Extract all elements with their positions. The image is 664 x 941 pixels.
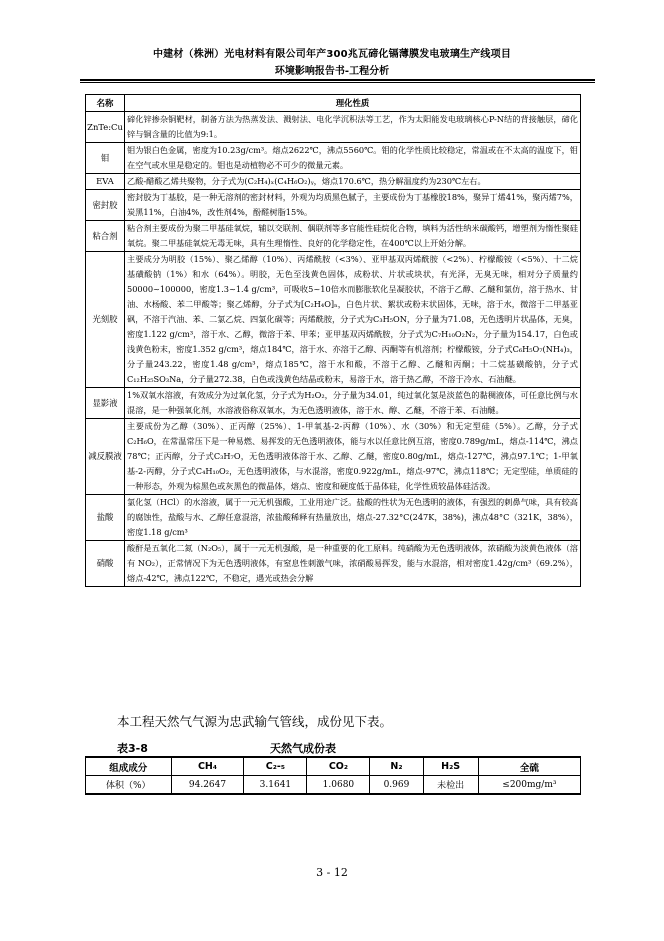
gas-header-cell: 组成成分 xyxy=(86,757,172,776)
column-header-name: 名称 xyxy=(86,95,125,112)
material-name: 粘合剂 xyxy=(86,221,125,252)
material-name: 密封胶 xyxy=(86,190,125,221)
table-row xyxy=(86,388,581,419)
material-properties: 酸酐是五氧化二氮（N₂O₅），属于一元无机强酸，是一种重要的化工原料。纯硝酸为无色透明液体，浓硝酸为淡黄色液体（溶有 NO₂），正常情况下为无色透明液体，有窒息性刺激气味，浓硝酸易挥发，能与水混溶，相对密度1.42g/cm³（69.2%），熔点-42℃，沸点122℃，不稳定，遇光或热会分解 xyxy=(125,541,581,587)
table-row xyxy=(86,252,581,388)
gas-data-cell: 94.2647 xyxy=(171,776,244,795)
table-row xyxy=(86,174,581,190)
gas-data-cell: 1.0680 xyxy=(307,776,370,795)
column-header-properties: 理化性质 xyxy=(125,95,581,112)
gas-header-cell: N₂ xyxy=(370,757,423,776)
gas-data-cell: 未检出 xyxy=(423,776,478,795)
gas-header-cell: C₂-₅ xyxy=(244,757,307,776)
material-name: 光刻胶 xyxy=(86,252,125,388)
table-number: 表3-8 xyxy=(117,742,148,755)
material-properties: 密封胶为丁基胶，是一种无溶剂的密封材料，外观为均质黑色腻子，主要成份为丁基橡胶18%，聚异丁烯41%，聚丙烯7%，炭黑11%，白油4%，改性剂4%，酚醛树脂15%。 xyxy=(125,190,581,221)
table-row xyxy=(86,541,581,587)
material-name: 减反膜液 xyxy=(86,419,125,495)
page-number: 3 - 12 xyxy=(316,866,348,879)
gas-data-cell: ≤200mg/m³ xyxy=(478,776,580,795)
material-name: 盐酸 xyxy=(86,495,125,541)
material-properties: 1%双氧水溶液，有效成分为过氧化氢，分子式为H₂O₂，分子量为34.01，纯过氧化氢是淡蓝色的黏稠液体，可任意比例与水混溶，是一种强氧化剂，水溶液俗称双氧水，为无色透明液体，溶于水、醇、乙醚，不溶于苯、石油醚。 xyxy=(125,388,581,419)
material-properties: 碲化锌掺杂铜靶材，制备方法为热蒸发法、溅射法、电化学沉积法等工艺，作为太阳能发电玻璃核心P-N结的背接触层，碲化锌与铜含量的比值为9:1。 xyxy=(125,112,581,143)
table-title: 天然气成份表 xyxy=(270,742,336,755)
gas-header-cell: CO₂ xyxy=(307,757,370,776)
table-row xyxy=(86,190,581,221)
material-properties: 氯化氢（HCl）的水溶液，属于一元无机强酸，工业用途广泛。盐酸的性状为无色透明的液体，有强烈的刺鼻气味，具有较高的腐蚀性，盐酸与水、乙醇任意混溶，浓盐酸稀释有热量放出，熔点-27.32°C(247K，38%)，沸点48°C（321K，38%），密度1.18 g/cm³ xyxy=(125,495,581,541)
header-rule-thin xyxy=(80,82,595,83)
gas-header-cell: 全硫 xyxy=(478,757,580,776)
gas-table-data-row xyxy=(86,776,581,795)
gas-data-cell: 体积（%） xyxy=(86,776,172,795)
material-properties: 乙酸-醋酸乙烯共聚物，分子式为(C₂H₄)ₓ(C₄H₆O₂)ᵧ，熔点170.6℃，热分解温度约为230℃左右。 xyxy=(125,174,581,190)
material-name: ZnTe:Cu xyxy=(86,112,125,143)
material-name: EVA xyxy=(86,174,125,190)
material-name: 显影液 xyxy=(86,388,125,419)
material-properties: 粘合剂主要成份为聚二甲基硅氧烷，辅以交联剂、偶联剂等多官能性硅烷化合物，填料为活性纳米碳酸钙，增塑剂为惰性聚硅氧烷。聚二甲基硅氧烷无毒无味，具有生理惰性、良好的化学稳定性，在400℃以上开始分解。 xyxy=(125,221,581,252)
material-properties: 主要成份为乙醇（30%）、正丙醇（25%）、1-甲氧基-2-丙醇（10%）、水（30%）和无定型硅（5%）。乙醇，分子式C₂H₆O，在常温常压下是一种易燃、易挥发的无色透明液体，能与水以任意比例互溶，密度0.789g/mL，熔点-114℃，沸点78℃；正丙醇，分子式C₃H₇O，无色透明液体溶于水、乙醇、乙醚，密度0.80g/mL，熔点-127℃，沸点97.1℃；1-甲氧基-2-丙醇，分子式C₄H₁₀O₂，无色透明液体，与水混溶，密度0.922g/mL，熔点-97℃，沸点118℃；无定型硅，单质硅的一种形态，外观为棕黑色或灰黑色的微晶体，熔点、密度和硬度低于晶体硅，化学性质较晶体硅活泼。 xyxy=(125,419,581,495)
gas-header-cell: H₂S xyxy=(423,757,478,776)
document-header-subtitle: 环境影响报告书-工程分析 xyxy=(274,66,390,77)
gas-header-cell: CH₄ xyxy=(171,757,244,776)
material-properties: 钼为银白色金属，密度为10.23g/cm³。熔点2622℃，沸点5560℃。钼的化学性质比较稳定，常温或在不太高的温度下，钼在空气或水里是稳定的。钼也是动植物必不可少的微量元素。 xyxy=(125,143,581,174)
header-rule-thick xyxy=(80,79,595,81)
properties-table xyxy=(85,94,581,587)
table-row xyxy=(86,112,581,143)
table-row xyxy=(86,221,581,252)
table-row xyxy=(86,495,581,541)
material-name: 硝酸 xyxy=(86,541,125,587)
body-paragraph: 本工程天然气气源为忠武输气管线，成份见下表。 xyxy=(117,714,393,729)
table-row xyxy=(86,143,581,174)
material-name: 钼 xyxy=(86,143,125,174)
gas-data-cell: 0.969 xyxy=(370,776,423,795)
gas-table-header-row xyxy=(86,757,581,776)
document-header-title: 中建材（株洲）光电材料有限公司年产300兆瓦碲化镉薄膜发电玻璃生产线项目 xyxy=(152,49,512,60)
gas-data-cell: 3.1641 xyxy=(244,776,307,795)
gas-composition-table xyxy=(85,756,581,795)
material-properties: 主要成分为明胶（15%）、聚乙烯醇（10%）、丙烯酰胺（<3%）、亚甲基双丙烯酰胺（<2%）、柠檬酸铵（<5%）、十二烷基磺酸钠（1%）和水（64%）。明胶，无色至浅黄色固体，成粉状、片状或块状，有光泽，无臭无味，相对分子质量约50000~100000，密度1.3~1.4 g/cm³，可吸收5~10倍水而膨胀软化呈凝胶状，不溶于乙醇、乙醚和氯仿，溶于热水、甘油、水杨酸、苯二甲酸等；聚乙烯醇，分子式为[C₂H₄O]ₙ，白色片状、絮状或粉末状固体，无味，溶于水，微溶于二甲基亚砜，不溶于汽油、苯、二氯乙烷、四氯化碳等；丙烯酰胺，分子式为C₃H₅ON，分子量为71.08，无色透明片状晶体，无臭，密度1.122 g/cm³，溶于水、乙醇，微溶于苯、甲苯；亚甲基双丙烯酰胺，分子式为C₇H₁₀O₂N₂，分子量为154.17，白色或浅黄色粉末，密度1.352 g/cm³，熔点184℃，溶于水、亦溶于乙醇、丙酮等有机溶剂；柠檬酸铵，分子式C₆H₅O₇(NH₄)₃，分子量243.22，密度1.48 g/cm³，熔点185℃，溶于水和酸，不溶于乙醇、乙醚和丙酮；十二烷基磺酸钠，分子式C₁₂H₂₅SO₃Na，分子量272.38，白色或浅黄色结晶或粉末，易溶于水，溶于热乙醇，不溶于冷水、石油醚。 xyxy=(125,252,581,388)
properties-table-header-row xyxy=(86,95,581,112)
table-row xyxy=(86,419,581,495)
